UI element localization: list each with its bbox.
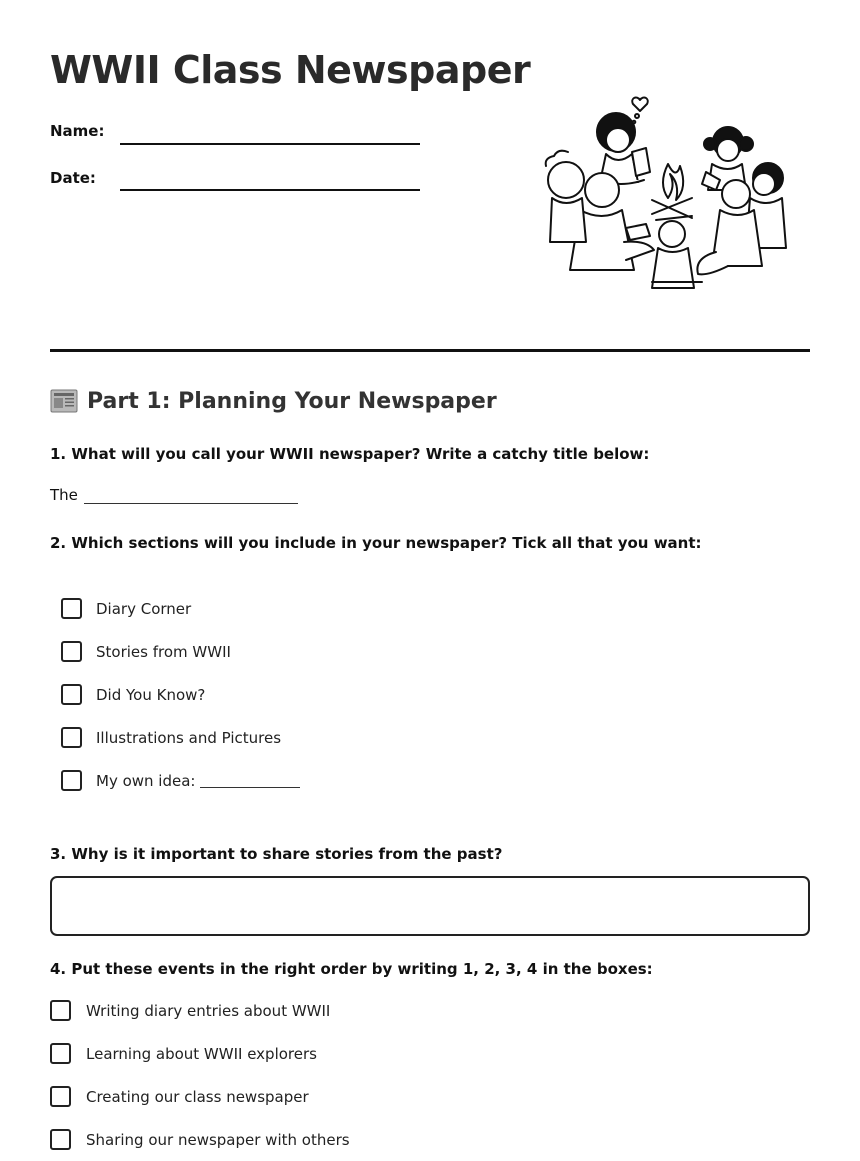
name-field[interactable] bbox=[120, 143, 420, 145]
newspaper-icon bbox=[50, 388, 78, 414]
order-event bbox=[50, 1086, 309, 1107]
children-campfire-illustration bbox=[540, 92, 795, 297]
order-event-label: Writing diary entries about WWII bbox=[86, 1001, 331, 1020]
question-4: 4. Put these events in the right order by writing 1, 2, 3, 4 in the boxes: bbox=[50, 960, 653, 978]
answer-box[interactable] bbox=[50, 876, 810, 936]
section-checkbox[interactable] bbox=[61, 684, 82, 705]
page-title: WWII Class Newspaper bbox=[50, 48, 531, 92]
order-event bbox=[50, 1043, 317, 1064]
section-checkbox[interactable] bbox=[61, 770, 82, 791]
newspaper-title-line bbox=[50, 486, 298, 504]
order-number-box[interactable] bbox=[50, 1086, 71, 1107]
section-option bbox=[61, 770, 300, 791]
order-event-label: Sharing our newspaper with others bbox=[86, 1130, 350, 1149]
section-divider bbox=[50, 349, 810, 352]
section-option bbox=[61, 641, 231, 662]
newspaper-title-blank[interactable] bbox=[84, 489, 298, 504]
order-event-label: Creating our class newspaper bbox=[86, 1087, 309, 1106]
section-option bbox=[61, 727, 281, 748]
question-3: 3. Why is it important to share stories from the past? bbox=[50, 845, 503, 863]
date-label: Date: bbox=[50, 169, 96, 187]
question-2: 2. Which sections will you include in your newspaper? Tick all that you want: bbox=[50, 534, 702, 552]
own-idea-blank[interactable] bbox=[200, 774, 300, 788]
order-number-box[interactable] bbox=[50, 1043, 71, 1064]
section-checkbox[interactable] bbox=[61, 727, 82, 748]
order-number-box[interactable] bbox=[50, 1000, 71, 1021]
section-option-label: Stories from WWII bbox=[96, 642, 231, 661]
section-option bbox=[61, 684, 205, 705]
order-event bbox=[50, 1129, 350, 1150]
section-checkbox[interactable] bbox=[61, 598, 82, 619]
title-prefix: The bbox=[50, 486, 78, 504]
name-label: Name: bbox=[50, 122, 105, 140]
part1-heading-text: Part 1: Planning Your Newspaper bbox=[87, 388, 497, 414]
order-event bbox=[50, 1000, 330, 1021]
date-field[interactable] bbox=[120, 189, 420, 191]
section-option-label: Diary Corner bbox=[96, 599, 192, 618]
section-option bbox=[61, 598, 191, 619]
order-event-label: Learning about WWII explorers bbox=[86, 1044, 317, 1063]
section-checkbox[interactable] bbox=[61, 641, 82, 662]
section-option-label: Did You Know? bbox=[96, 685, 206, 704]
section-option-label: Illustrations and Pictures bbox=[96, 728, 282, 747]
question-1: 1. What will you call your WWII newspaper? Write a catchy title below: bbox=[50, 445, 650, 463]
order-number-box[interactable] bbox=[50, 1129, 71, 1150]
part1-heading bbox=[50, 388, 497, 414]
section-option-label: My own idea: bbox=[96, 771, 196, 790]
